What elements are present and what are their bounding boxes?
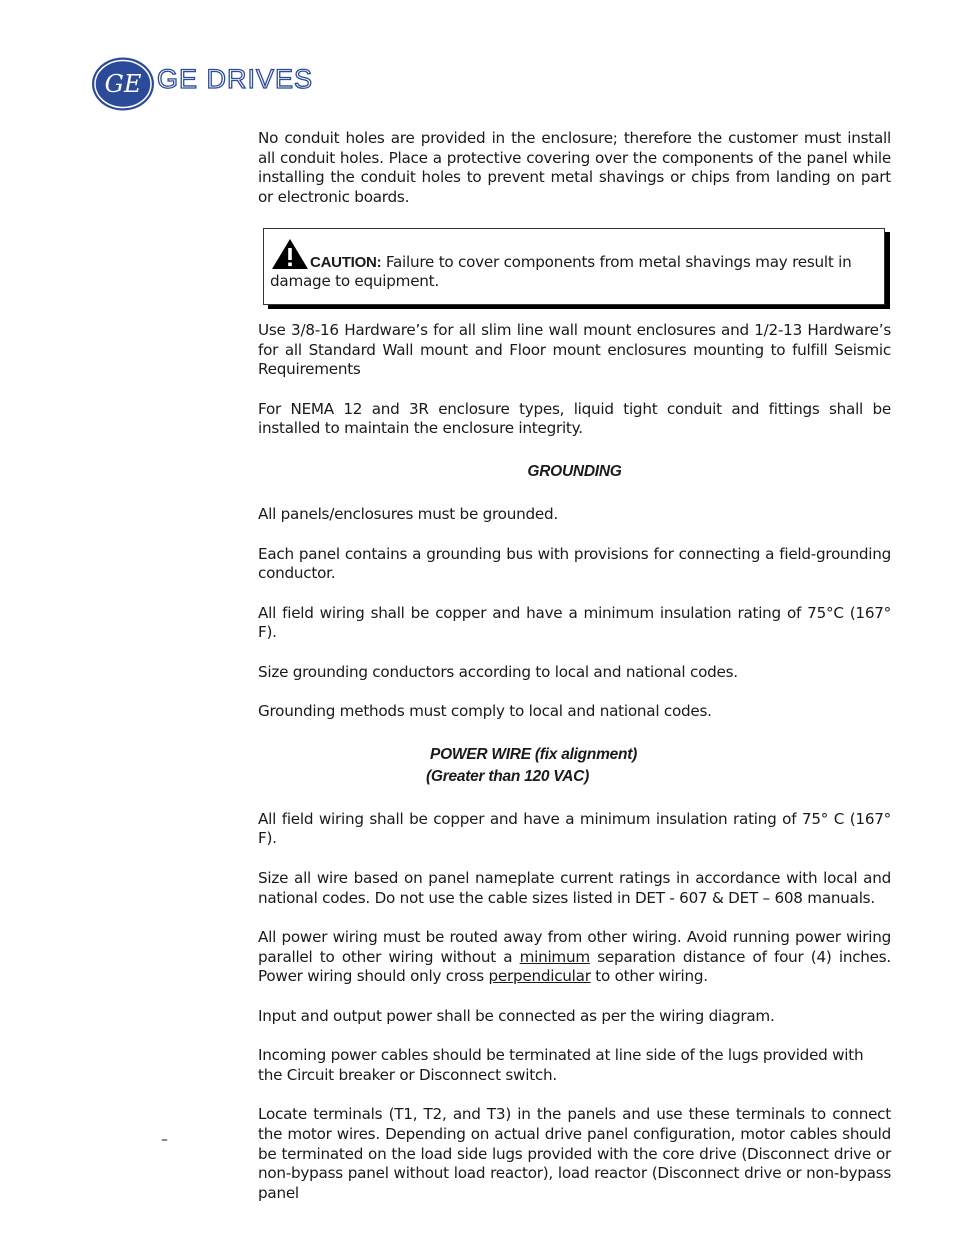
power-paragraph: Size all wire based on panel nameplate current ratings in accordance with local and national codes. Do not use the cable sizes listed in DET - 607 & DET – 608 manuals. bbox=[258, 868, 891, 907]
grounding-item: Grounding methods must comply to local and national codes. bbox=[258, 702, 712, 721]
warning-icon bbox=[270, 237, 310, 271]
ge-drives-logo bbox=[91, 56, 331, 112]
power-wire-heading-line1: POWER WIRE (fix alignment) bbox=[430, 745, 638, 763]
svg-text:GE: GE bbox=[104, 70, 142, 98]
paragraph-conduit: No conduit holes are provided in the enclosure; therefore the customer must install all conduit holes. Place a protective covering over the components of the panel while installing the conduit holes to prevent metal shavings or chips from landing on part or electronic boards. bbox=[258, 129, 891, 207]
grounding-item: Each panel contains a grounding bus with provisions for connecting a field-grounding conductor. bbox=[258, 544, 891, 583]
grounding-item: All field wiring shall be copper and have a minimum insulation rating of 75°C (167° F). bbox=[258, 603, 891, 642]
power-paragraph: Incoming power cables should be terminated at line side of the lugs provided with the Circuit breaker or Disconnect switch. bbox=[258, 1046, 864, 1084]
paragraph-hardware: Use 3/8-16 Hardware’s for all slim line wall mount enclosures and 1/2-13 Hardware’s for all Standard Wall mount and Floor mount enclosures mounting to fulfill Seismic Requirements bbox=[258, 320, 891, 379]
grounding-heading: GROUNDING bbox=[527, 463, 622, 481]
document-body bbox=[258, 129, 891, 1223]
routing-text: separation distance of four (4) inches. Power wiring should only cross bbox=[258, 947, 892, 986]
underlined-perpendicular: perpendicular bbox=[488, 967, 591, 986]
power-paragraph-routing bbox=[258, 928, 891, 987]
routing-text: to other wiring. bbox=[590, 967, 708, 986]
grounding-item: All panels/enclosures must be grounded. bbox=[258, 505, 558, 524]
power-paragraph: Input and output power shall be connected as per the wiring diagram. bbox=[258, 1006, 775, 1025]
ge-monogram-icon bbox=[91, 56, 155, 112]
footer-mark: – bbox=[161, 1132, 168, 1148]
brand-name: GE DRIVES bbox=[157, 64, 314, 94]
power-wire-heading bbox=[258, 744, 891, 788]
paragraph-nema: For NEMA 12 and 3R enclosure types, liquid tight conduit and fittings shall be installed to maintain the enclosure integrity. bbox=[258, 399, 891, 438]
underlined-minimum: minimum bbox=[519, 947, 590, 966]
caution-label: CAUTION: bbox=[310, 253, 382, 271]
caution-text: Failure to cover components from metal shavings may result in damage to equipment. bbox=[270, 252, 852, 291]
caution-box bbox=[263, 228, 885, 305]
power-wire-heading-line2: (Greater than 120 VAC) bbox=[426, 767, 590, 785]
power-paragraph-terminals: Locate terminals (T1, T2, and T3) in the panels and use these terminals to connect the motor wires. Depending on actual drive panel configuration, motor cables should be terminated on the load side lugs provided with the core drive (Disconnect drive or non-bypass panel without load reactor), load reactor (Disconnect drive or non-bypass panel bbox=[258, 1105, 891, 1203]
power-paragraph: All field wiring shall be copper and have a minimum insulation rating of 75° C (167° F). bbox=[258, 809, 891, 848]
routing-text: All power wiring must be routed away from other wiring. Avoid running power wiring parallel to other wiring without a bbox=[258, 927, 891, 966]
grounding-item: Size grounding conductors according to local and national codes. bbox=[258, 662, 738, 681]
